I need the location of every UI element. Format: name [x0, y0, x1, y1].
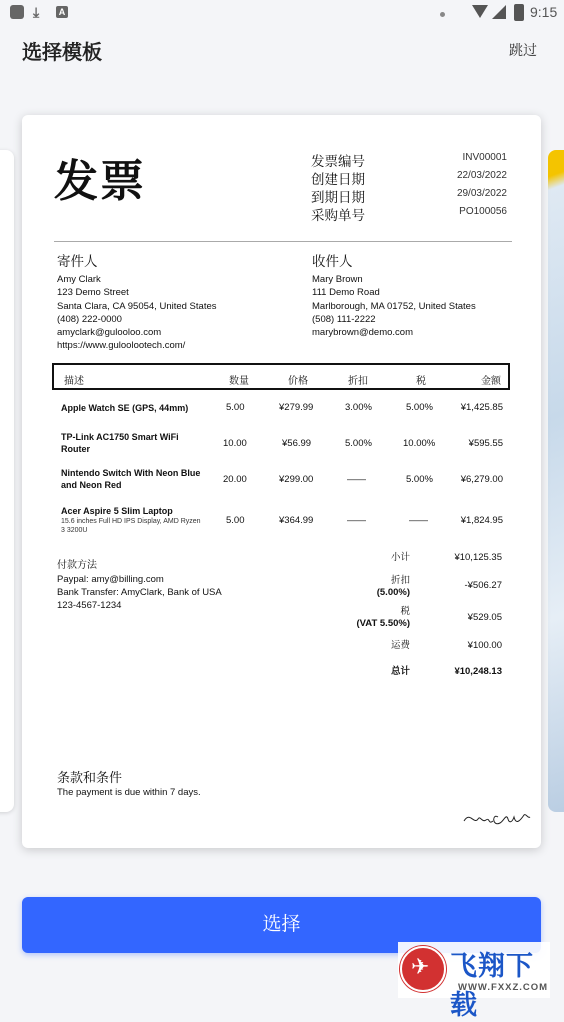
- col-quantity: 数量: [229, 376, 249, 387]
- item-quantity: 20.00: [223, 474, 247, 485]
- recipient-street: 111 Demo Road: [312, 287, 380, 299]
- payment-account: 123-4567-1234: [57, 600, 122, 611]
- recipient-email: marybrown@demo.com: [312, 327, 413, 339]
- page-title: 选择模板: [22, 42, 102, 64]
- sender-name: Amy Clark: [57, 274, 101, 285]
- item-subtitle: 15.6 inches Full HD IPS Display, AMD Ryzen 3 3200U: [61, 518, 201, 534]
- item-discount: ——: [347, 515, 366, 526]
- item-description: TP-Link AC1750 Smart WiFi Router: [61, 432, 179, 454]
- meta-row: [311, 168, 507, 186]
- item-quantity: 10.00: [223, 438, 247, 449]
- item-price: ¥279.99: [279, 402, 314, 413]
- col-price: 价格: [288, 376, 308, 387]
- sender-website: https://www.guloolootech.com/: [57, 340, 186, 352]
- item-tax: ——: [409, 515, 428, 526]
- item-price: ¥364.99: [279, 515, 314, 526]
- recipient-heading: 收件人: [312, 254, 353, 269]
- signature-image: [462, 803, 532, 831]
- recipient-phone: (508) 111-2222: [312, 313, 376, 325]
- terms-text: The payment is due within 7 days.: [57, 787, 201, 798]
- signal-icon: [492, 5, 506, 19]
- skip-button[interactable]: 跳过: [509, 42, 537, 58]
- item-price: ¥299.00: [279, 474, 314, 485]
- payment-method-block: [57, 559, 222, 612]
- tax-label: 税: [400, 606, 410, 617]
- watermark-url: WWW.FXXZ.COM: [458, 982, 549, 993]
- meta-label: 创建日期: [311, 172, 365, 187]
- subtotal-label: 小计: [390, 552, 410, 563]
- item-discount: 5.00%: [345, 438, 372, 449]
- a-icon: A: [56, 6, 68, 18]
- item-discount: 3.00%: [345, 402, 372, 413]
- meta-label: 采购单号: [311, 208, 365, 223]
- items-table-header: [52, 363, 510, 390]
- invoice-template-card[interactable]: [22, 115, 541, 848]
- recipient-name: Mary Brown: [312, 274, 363, 285]
- battery-icon: [514, 4, 524, 21]
- divider: [54, 241, 512, 242]
- watermark-logo-icon: ✈: [400, 946, 446, 992]
- discount-value: -¥506.27: [464, 580, 502, 591]
- item-description: Apple Watch SE (GPS, 44mm): [61, 403, 189, 413]
- sender-phone: (408) 222-0000: [57, 313, 122, 325]
- payment-bank: Bank Transfer: AmyClark, Bank of USA: [57, 587, 222, 598]
- meta-label: 到期日期: [311, 190, 365, 205]
- col-amount: 金额: [481, 376, 501, 387]
- watermark: [398, 942, 550, 1020]
- item-price: ¥56.99: [282, 438, 312, 449]
- recipient-block: [312, 253, 532, 339]
- meta-row: [311, 186, 507, 204]
- invoice-title: 发票: [54, 157, 146, 206]
- sender-email: amyclark@gulooloo.com: [57, 327, 162, 339]
- invoice-meta: [311, 150, 507, 222]
- meta-value: INV00001: [462, 152, 507, 163]
- status-bar: [0, 0, 564, 26]
- previous-template-card[interactable]: [0, 150, 14, 812]
- recipient-city: Marlborough, MA 01752, United States: [312, 300, 476, 312]
- dot-icon: [440, 12, 445, 17]
- payment-heading: 付款方法: [57, 560, 97, 571]
- item-amount: ¥1,824.95: [460, 515, 503, 526]
- meta-row: [311, 204, 507, 222]
- col-description: 描述: [64, 376, 84, 387]
- item-tax: 5.00%: [406, 402, 433, 413]
- discount-percent: (5.00%): [376, 587, 410, 598]
- meta-value: PO100056: [459, 206, 507, 217]
- total-label: 总计: [390, 666, 410, 677]
- subtotal-value: ¥10,125.35: [454, 552, 502, 563]
- meta-row: [311, 150, 507, 168]
- status-time: 9:15: [530, 4, 558, 20]
- watermark-text: 飞翔下载: [450, 951, 534, 1020]
- wifi-icon: [472, 5, 488, 18]
- payment-paypal: Paypal: amy@billing.com: [57, 574, 164, 585]
- tax-value: ¥529.05: [467, 612, 502, 623]
- item-description: Nintendo Switch With Neon Blue and Neon Red: [61, 468, 201, 490]
- item-tax: 5.00%: [406, 474, 433, 485]
- item-quantity: 5.00: [226, 402, 245, 413]
- select-button[interactable]: 选择: [22, 897, 541, 953]
- meta-label: 发票编号: [311, 154, 365, 169]
- sender-block: [57, 253, 277, 353]
- meta-value: 22/03/2022: [456, 170, 507, 181]
- shipping-value: ¥100.00: [467, 640, 502, 651]
- sender-street: 123 Demo Street: [57, 287, 129, 299]
- item-amount: ¥595.55: [468, 438, 503, 449]
- item-title: Acer Aspire 5 Slim Laptop: [61, 506, 173, 516]
- sender-heading: 寄件人: [57, 254, 98, 269]
- discount-label: 折扣: [390, 575, 410, 586]
- item-amount: ¥6,279.00: [460, 474, 503, 485]
- app-icon: [10, 5, 24, 19]
- next-template-card[interactable]: [548, 150, 564, 812]
- terms-heading: 条款和条件: [57, 770, 123, 785]
- col-tax: 税: [416, 376, 426, 387]
- item-tax: 10.00%: [403, 438, 436, 449]
- col-discount: 折扣: [348, 376, 368, 387]
- sender-city: Santa Clara, CA 95054, United States: [57, 300, 217, 312]
- total-value: ¥10,248.13: [454, 666, 502, 677]
- item-amount: ¥1,425.85: [460, 402, 503, 413]
- item-description: [61, 505, 201, 535]
- download-icon: ⤓: [33, 4, 40, 20]
- item-quantity: 5.00: [226, 515, 245, 526]
- shipping-label: 运费: [390, 640, 410, 651]
- item-discount: ——: [347, 474, 366, 485]
- meta-value: 29/03/2022: [456, 188, 507, 199]
- tax-percent: (VAT 5.50%): [356, 618, 410, 629]
